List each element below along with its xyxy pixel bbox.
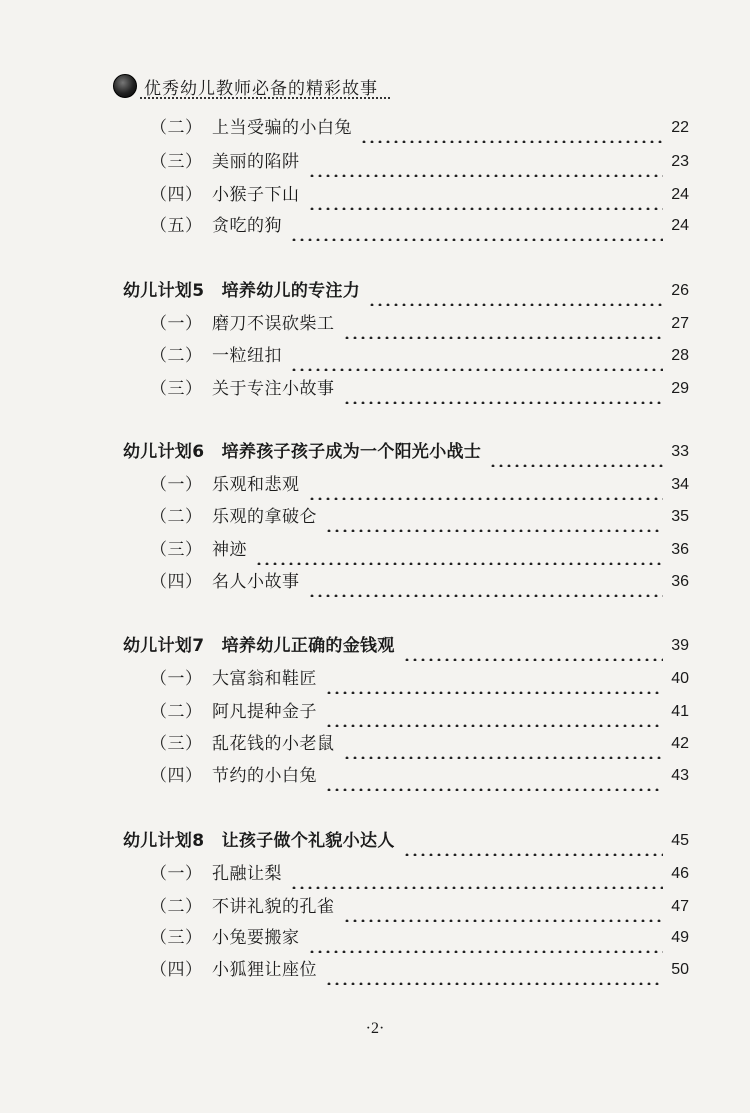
dot-leader (308, 567, 663, 597)
page-ref: 50 (671, 961, 689, 978)
dot-leader (360, 113, 663, 143)
item-title: 小猴子下山 (212, 185, 300, 205)
item-number: （四） (150, 572, 203, 592)
toc-item-row (150, 147, 689, 177)
section-title: 幼儿计划7 培养幼儿正确的金钱观 (123, 636, 395, 656)
item-title: 乐观的拿破仑 (212, 507, 317, 527)
toc-item-row (150, 374, 689, 404)
page-ref: 36 (671, 541, 689, 558)
page-ref: 27 (671, 315, 689, 332)
page-ref: 39 (671, 637, 689, 654)
dot-leader (343, 892, 663, 922)
item-title: 乱花钱的小老鼠 (212, 734, 335, 754)
section-title: 幼儿计划8 让孩子做个礼貌小达人 (123, 831, 395, 851)
item-number: （一） (150, 669, 203, 689)
item-number: （四） (150, 960, 203, 980)
page-ref: 46 (671, 865, 689, 882)
item-title: 孔融让梨 (212, 864, 282, 884)
page-ref: 45 (671, 832, 689, 849)
item-title: 关于专注小故事 (212, 379, 335, 399)
item-number: （三） (150, 928, 203, 948)
item-label (150, 113, 352, 143)
dot-leader (343, 374, 663, 404)
item-title: 上当受骗的小白兔 (212, 118, 352, 138)
book-title: 优秀幼儿教师必备的精彩故事 (144, 79, 378, 99)
page-ref: 29 (671, 380, 689, 397)
item-label (150, 761, 317, 791)
dot-leader (290, 859, 663, 889)
page-ref: 28 (671, 347, 689, 364)
item-number: （一） (150, 314, 203, 334)
page-ref: 47 (671, 898, 689, 915)
item-number: （二） (150, 897, 203, 917)
item-label (150, 374, 335, 404)
page-ref: 42 (671, 735, 689, 752)
page-ref: 22 (671, 119, 689, 136)
page-ref: 35 (671, 508, 689, 525)
toc-section-row (123, 437, 689, 467)
toc-item-row (150, 892, 689, 922)
item-title: 名人小故事 (212, 572, 300, 592)
toc-item-row (150, 955, 689, 985)
toc-item-row (150, 923, 689, 953)
dot-leader (325, 955, 663, 985)
item-number: （三） (150, 734, 203, 754)
item-label (150, 729, 335, 759)
running-header (110, 68, 380, 98)
dot-leader (308, 147, 663, 177)
page-ref: 24 (671, 186, 689, 203)
page-ref: 49 (671, 929, 689, 946)
item-label (150, 664, 317, 694)
item-title: 一粒纽扣 (212, 346, 282, 366)
dot-leader (308, 180, 663, 210)
item-title: 贪吃的狗 (212, 216, 282, 236)
item-label (150, 955, 317, 985)
dot-leader (255, 535, 663, 565)
header-bullet-icon (113, 74, 137, 98)
item-label (150, 535, 247, 565)
item-title: 阿凡提种金子 (212, 702, 317, 722)
page-ref: 24 (671, 217, 689, 234)
item-number: （三） (150, 152, 203, 172)
item-title: 大富翁和鞋匠 (212, 669, 317, 689)
item-number: （二） (150, 346, 203, 366)
item-title: 节约的小白兔 (212, 766, 317, 786)
dot-leader (368, 276, 663, 306)
page-ref: 43 (671, 767, 689, 784)
toc-item-row (150, 535, 689, 565)
toc-item-row (150, 211, 689, 241)
toc-section-row (123, 826, 689, 856)
dot-leader (403, 826, 663, 856)
toc-section-row (123, 631, 689, 661)
item-title: 神迹 (212, 540, 247, 560)
section-title: 幼儿计划5 培养幼儿的专注力 (123, 281, 361, 301)
item-label (150, 211, 282, 241)
item-title: 小狐狸让座位 (212, 960, 317, 980)
dot-leader (325, 761, 663, 791)
toc-item-row (150, 729, 689, 759)
dot-leader (489, 437, 663, 467)
item-title: 美丽的陷阱 (212, 152, 300, 172)
item-number: （五） (150, 216, 203, 236)
item-title: 不讲礼貌的孔雀 (212, 897, 335, 917)
item-label (150, 859, 282, 889)
item-label (150, 147, 300, 177)
toc-item-row (150, 341, 689, 371)
toc-item-row (150, 859, 689, 889)
item-title: 乐观和悲观 (212, 475, 300, 495)
item-label (150, 470, 300, 500)
page-ref: 41 (671, 703, 689, 720)
item-number: （二） (150, 507, 203, 527)
dot-leader (325, 697, 663, 727)
item-number: （一） (150, 864, 203, 884)
toc-item-row (150, 567, 689, 597)
dot-leader (308, 470, 663, 500)
section-title: 幼儿计划6 培养孩子孩子成为一个阳光小战士 (123, 442, 482, 462)
item-number: （四） (150, 766, 203, 786)
page-number: ·2· (365, 1020, 385, 1037)
item-number: （二） (150, 702, 203, 722)
toc-item-row (150, 761, 689, 791)
page-ref: 26 (671, 282, 689, 299)
header-dotted-rule (140, 97, 390, 99)
toc-item-row (150, 697, 689, 727)
dot-leader (343, 729, 663, 759)
item-label (150, 923, 300, 953)
dot-leader (290, 211, 663, 241)
toc-item-row (150, 113, 689, 143)
item-title: 小兔要搬家 (212, 928, 300, 948)
item-label (150, 180, 300, 210)
item-number: （二） (150, 118, 203, 138)
toc-section-row (123, 276, 689, 306)
page-ref: 23 (671, 153, 689, 170)
item-label (150, 341, 282, 371)
item-number: （一） (150, 475, 203, 495)
toc-item-row (150, 309, 689, 339)
item-label (150, 309, 335, 339)
toc-item-row (150, 470, 689, 500)
item-label (150, 567, 300, 597)
dot-leader (403, 631, 663, 661)
dot-leader (325, 502, 663, 532)
toc-item-row (150, 502, 689, 532)
item-label (150, 697, 317, 727)
toc-item-row (150, 664, 689, 694)
item-title: 磨刀不误砍柴工 (212, 314, 335, 334)
item-number: （三） (150, 540, 203, 560)
item-label (150, 502, 317, 532)
page-ref: 36 (671, 573, 689, 590)
item-number: （四） (150, 185, 203, 205)
item-number: （三） (150, 379, 203, 399)
item-label (150, 892, 335, 922)
dot-leader (325, 664, 663, 694)
dot-leader (343, 309, 663, 339)
toc-item-row (150, 180, 689, 210)
page-ref: 33 (671, 443, 689, 460)
dot-leader (308, 923, 663, 953)
dot-leader (290, 341, 663, 371)
page-ref: 40 (671, 670, 689, 687)
page-ref: 34 (671, 476, 689, 493)
